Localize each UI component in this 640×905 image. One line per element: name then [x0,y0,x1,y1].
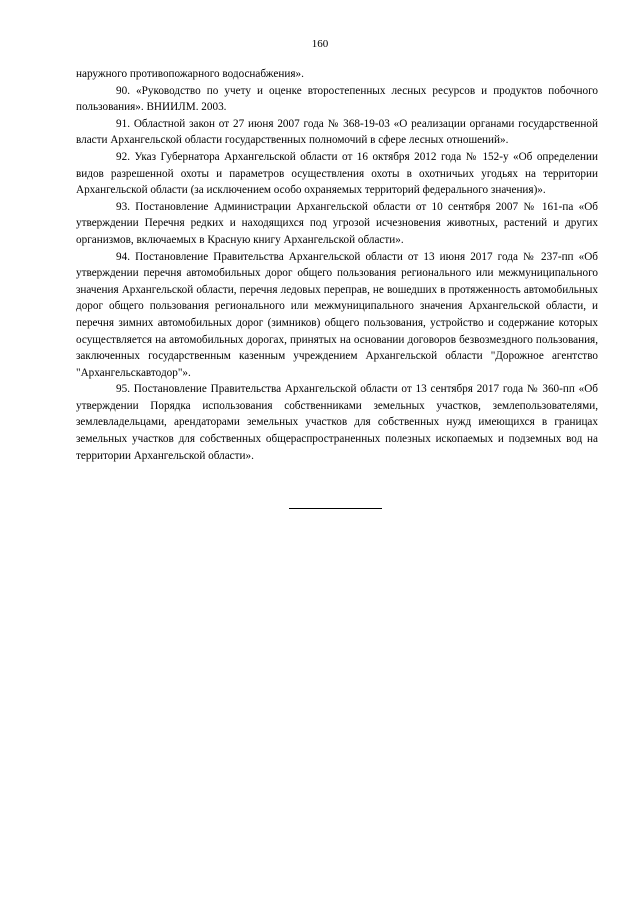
page-number: 160 [311,38,329,50]
paragraph-item-93: 93. Постановление Администрации Архангельской области от 10 сентября 2007 № 161-па «Об утверждении Перечня редких и находящихся под угрозой исчезновения животных, растений и других организмов, включаемых в Красную книгу Архангельской области». [76,200,598,246]
paragraph-item-91: 91. Областной закон от 27 июня 2007 года № 368-19-03 «О реализации органами государственной власти Архангельской области государственных полномочий в сфере лесных отношений». [76,117,598,147]
paragraph-item-95: 95. Постановление Правительства Архангельской области от 13 сентября 2017 года № 360-пп «Об утверждении Порядка использования собственниками земельных участков, землепользователями, землевладельцами, арендаторами земельных участков для собственных нужд имеющихся в границах земельных участков для собственных общераспространенных полезных ископаемых и подземных вод на территории Архангельской области». [76,383,598,462]
paragraph-item-94: 94. Постановление Правительства Архангельской области от 13 июня 2017 года № 237-пп «Об утверждении перечня автомобильных дорог общего пользования регионального или межмуниципального значения Архангельской области, перечня ледовых переправ, не вошедших в протяженность автомобильных дорог общего пользования регионального или межмуниципального значения Архангельской области, и перечня зимних автомобильных дорог (зимников) общего пользования, устройство и содержание которых осуществляется на автомобильных дорогах, принятых на основании договоров безвозмездного пользования, заключенных государственным казенным учреждением Архангельской области "Дорожное агентство "Архангельскавтодор"». [76,250,598,379]
end-separator-line [289,508,382,509]
paragraph-item-92: 92. Указ Губернатора Архангельской области от 16 октября 2012 года № 152-у «Об определении видов разрешенной охоты и параметров осуществления охоты в охотничьих угодьях на территории Архангельской области (за исключением особо охраняемых территорий федерального значения)». [76,150,598,197]
paragraph-continuation: наружного противопожарного водоснабжения». [76,68,304,80]
paragraph-item-90: 90. «Руководство по учету и оценке второстепенных лесных ресурсов и продуктов побочного пользования». ВНИИЛМ. 2003. [76,84,598,114]
document-body [76,66,598,464]
